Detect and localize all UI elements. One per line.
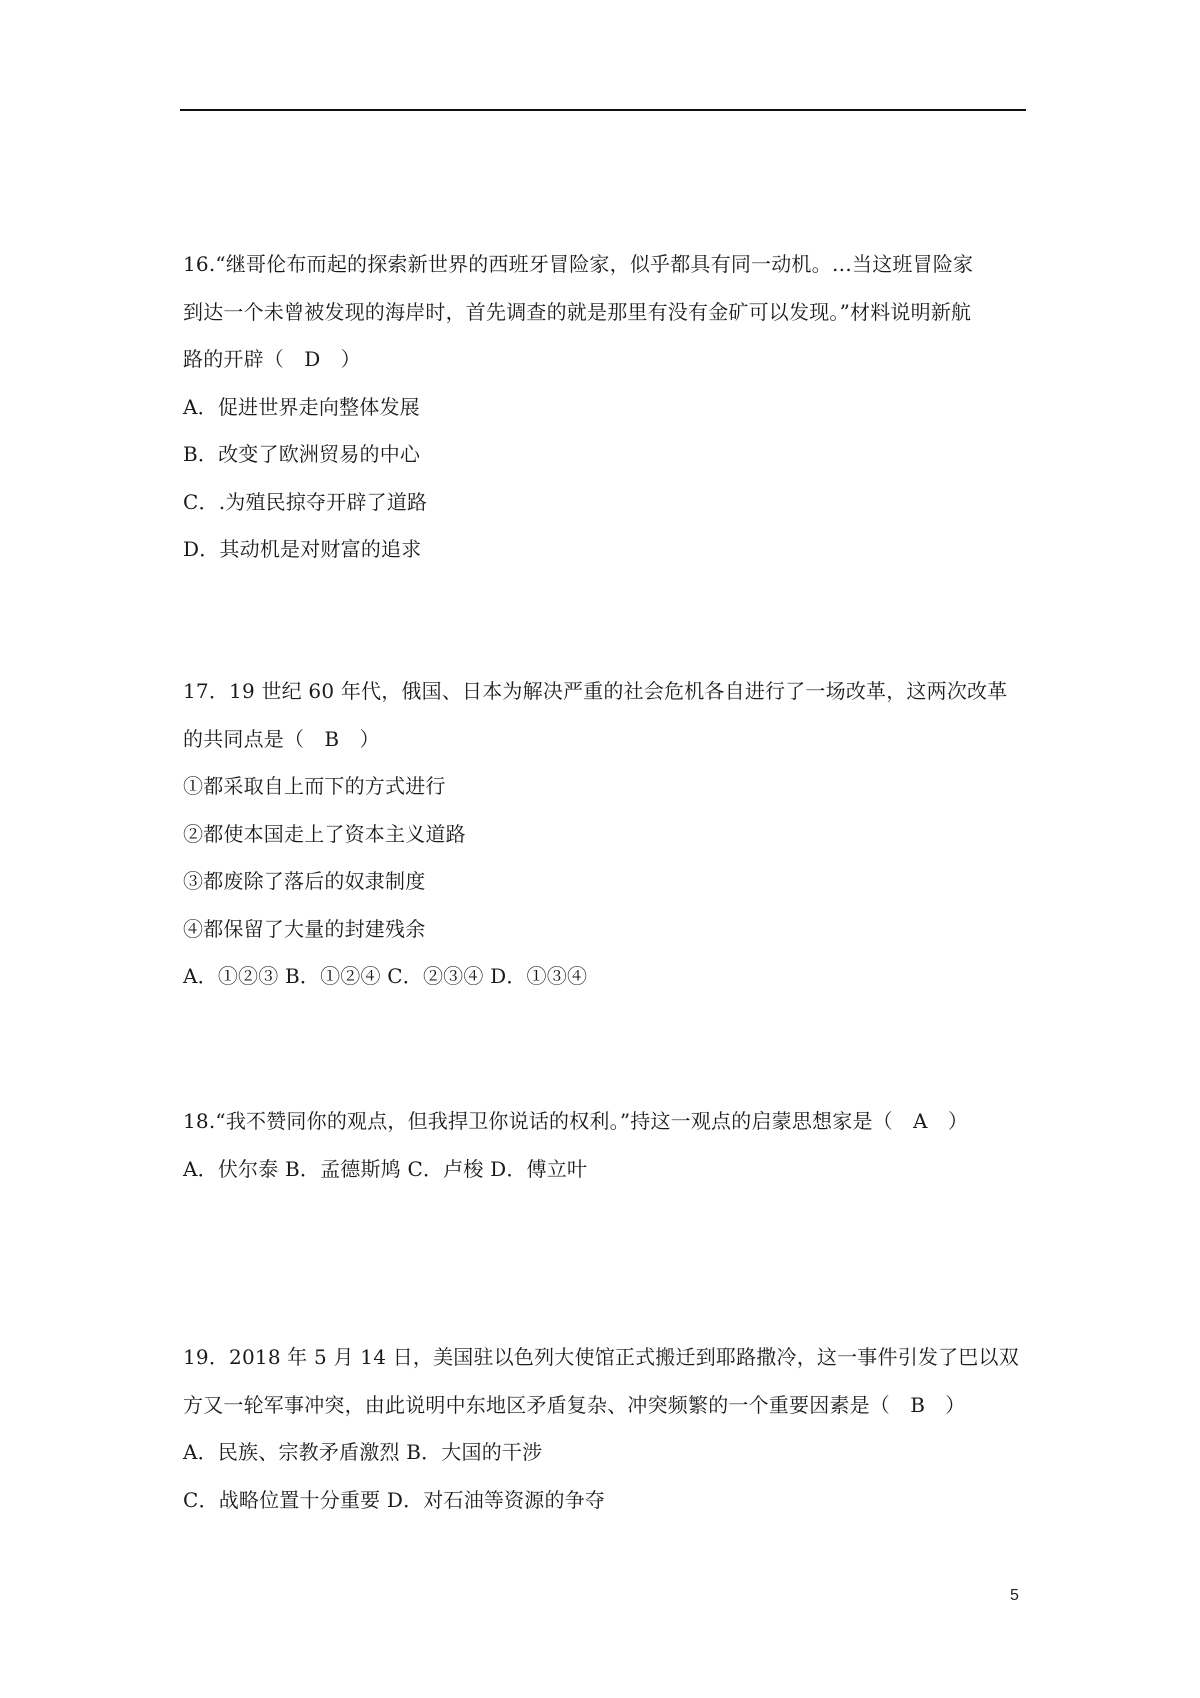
question-17-options: A．①②③ B．①②④ C．②③④ D．①③④	[183, 964, 588, 988]
question-19-options-line-1: A．民族、宗教矛盾激烈 B．大国的干涉	[183, 1440, 543, 1464]
question-17-statement-2: ②都使本国走上了资本主义道路	[183, 821, 466, 846]
header-rule	[180, 109, 1026, 111]
question-16-option-d: D．其动机是对财富的追求	[183, 537, 422, 561]
question-17-statement-4: ④都保留了大量的封建残余	[183, 916, 426, 941]
page-number: 5	[1010, 1587, 1019, 1604]
question-19-options-line-2: C．战略位置十分重要 D．对石油等资源的争夺	[183, 1487, 606, 1512]
question-17-statement-1: ①都采取自上而下的方式进行	[183, 774, 446, 798]
question-16-stem-line-2: 到达一个未曾被发现的海岸时，首先调查的就是那里有没有金矿可以发现。”材料说明新航	[183, 299, 972, 324]
question-17-stem-line-1: 17．19 世纪 60 年代，俄国、日本为解决严重的社会危机各自进行了一场改革，这两次改革	[183, 679, 1008, 703]
question-17	[183, 668, 1029, 1001]
question-16	[183, 241, 1029, 574]
question-16-stem-line-1: 16.“继哥伦布而起的探索新世界的西班牙冒险家，似乎都具有同一动机。…当这班冒险家	[183, 252, 974, 276]
question-18-options: A．伏尔泰 B．孟德斯鸠 C．卢梭 D．傅立叶	[183, 1156, 588, 1181]
question-16-option-a: A．促进世界走向整体发展	[183, 394, 420, 419]
question-16-stem-line-3: 路的开辟（ D ）	[183, 347, 361, 371]
question-18	[183, 1098, 1029, 1193]
question-19-stem-line-1: 19．2018 年 5 月 14 日，美国驻以色列大使馆正式搬迁到耶路撒冷，这一事件引发了巴以双	[183, 1345, 1019, 1369]
question-19-stem-line-2: 方又一轮军事冲突，由此说明中东地区矛盾复杂、冲突频繁的一个重要因素是（ B ）	[183, 1392, 966, 1417]
question-17-stem-line-2: 的共同点是（ B ）	[183, 726, 380, 751]
question-16-option-b: B．改变了欧洲贸易的中心	[183, 442, 421, 466]
question-16-option-c: C．.为殖民掠夺开辟了道路	[183, 489, 428, 514]
question-18-stem-line-1: 18.“我不赞同你的观点，但我捍卫你说话的权利。”持这一观点的启蒙思想家是（ A ）	[183, 1109, 969, 1133]
question-17-statement-3: ③都废除了落后的奴隶制度	[183, 869, 426, 893]
question-19	[183, 1334, 1029, 1524]
